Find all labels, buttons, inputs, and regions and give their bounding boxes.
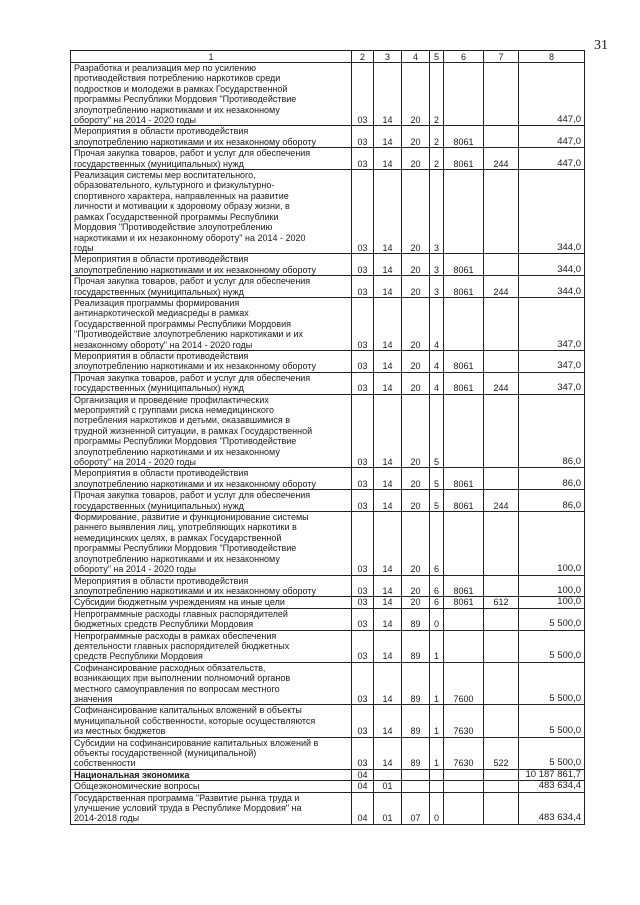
subsection-code-cell: 14 xyxy=(374,276,402,298)
subprogram-code-cell: 4 xyxy=(430,350,444,372)
subprogram-code-cell: 0 xyxy=(430,608,444,630)
section-code-cell: 03 xyxy=(352,575,374,597)
subsection-code-cell: 14 xyxy=(374,394,402,468)
program-code-cell: 20 xyxy=(402,170,430,254)
subsection-code-cell: 14 xyxy=(374,350,402,372)
direction-code-cell xyxy=(444,608,484,630)
program-code-cell: 20 xyxy=(402,372,430,394)
program-code-cell xyxy=(402,769,430,780)
section-code-cell: 03 xyxy=(352,276,374,298)
amount-cell: 447,0 xyxy=(519,126,585,148)
subprogram-code-cell: 3 xyxy=(430,170,444,254)
direction-code-cell xyxy=(444,394,484,468)
table-header xyxy=(71,51,585,63)
row-name-cell: Мероприятия в области противодействия злоупотреблению наркотиками и их незаконному обороту xyxy=(71,254,352,276)
program-code-cell: 20 xyxy=(402,148,430,170)
row-name-cell: Государственная программа "Развитие рынка труда и улучшение условий труда в Республике Мордовия" на 2014-2018 годы xyxy=(71,792,352,824)
direction-code-cell: 8061 xyxy=(444,148,484,170)
program-code-cell: 07 xyxy=(402,792,430,824)
expense-type-code-cell xyxy=(484,792,519,824)
amount-cell: 344,0 xyxy=(519,276,585,298)
subprogram-code-cell: 4 xyxy=(430,297,444,350)
section-code-cell: 03 xyxy=(352,737,374,769)
expense-type-code-cell xyxy=(484,662,519,705)
section-code-cell: 04 xyxy=(352,769,374,780)
row-name-cell: Непрограммные расходы главных распорядителей бюджетных средств Республики Мордовия xyxy=(71,608,352,630)
direction-code-cell: 8061 xyxy=(444,575,484,597)
amount-cell: 344,0 xyxy=(519,170,585,254)
direction-code-cell xyxy=(444,792,484,824)
amount-cell: 5 500,0 xyxy=(519,705,585,737)
direction-code-cell: 8061 xyxy=(444,126,484,148)
subsection-code-cell: 14 xyxy=(374,63,402,126)
row-name-cell: Мероприятия в области противодействия злоупотреблению наркотиками и их незаконному обороту xyxy=(71,468,352,490)
program-code-cell: 89 xyxy=(402,705,430,737)
subsection-code-cell: 14 xyxy=(374,630,402,662)
subprogram-code-cell: 6 xyxy=(430,512,444,575)
table-row xyxy=(71,372,585,394)
expense-type-code-cell xyxy=(484,126,519,148)
table-row xyxy=(71,737,585,769)
expense-type-code-cell: 244 xyxy=(484,490,519,512)
subprogram-code-cell: 1 xyxy=(430,630,444,662)
subprogram-code-cell: 2 xyxy=(430,126,444,148)
expense-type-code-cell xyxy=(484,769,519,780)
header-row xyxy=(71,51,585,63)
subsection-code-cell: 14 xyxy=(374,372,402,394)
program-code-cell: 20 xyxy=(402,350,430,372)
col-header-4: 4 xyxy=(402,51,430,63)
amount-cell: 483 634,4 xyxy=(519,781,585,792)
expense-type-code-cell xyxy=(484,468,519,490)
expense-type-code-cell xyxy=(484,297,519,350)
col-header-1: 1 xyxy=(71,51,352,63)
col-header-3: 3 xyxy=(374,51,402,63)
program-code-cell: 20 xyxy=(402,512,430,575)
subsection-code-cell: 14 xyxy=(374,126,402,148)
section-code-cell: 03 xyxy=(352,372,374,394)
direction-code-cell: 8061 xyxy=(444,597,484,608)
table-row xyxy=(71,297,585,350)
subsection-code-cell: 14 xyxy=(374,468,402,490)
direction-code-cell xyxy=(444,170,484,254)
row-name-cell: Разработка и реализация мер по усилению противодействия потреблению наркотиков среди подростков и молодежи в рамках Государственной программы Республики Мордовия "Противодействие злоупотреблению наркотиками и их незаконному обороту" на 2014 - 2020 годы xyxy=(71,63,352,126)
row-name-cell: Реализация системы мер воспитательного, образовательного, культурного и физкультурно- спортивного характера, направленных на развитие личности и мотивации к здоровому образу жизни, в рамках Государственной программы Республики Мордовия "Противодействие злоупотреблению наркотиками и их незаконному обороту" на 2014 - 2020 годы xyxy=(71,170,352,254)
subprogram-code-cell: 5 xyxy=(430,394,444,468)
expense-type-code-cell: 244 xyxy=(484,148,519,170)
row-name-cell: Прочая закупка товаров, работ и услуг для обеспечения государственных (муниципальных) нужд xyxy=(71,148,352,170)
program-code-cell xyxy=(402,781,430,792)
program-code-cell: 20 xyxy=(402,468,430,490)
table-row xyxy=(71,769,585,780)
amount-cell: 86,0 xyxy=(519,468,585,490)
row-name-cell: Организация и проведение профилактических мероприятий с группами риска немедицинского потребления наркотиков и детьми, оказавшимися в трудной жизненной ситуации, в рамках Государственной программы Республики Мордовия "Противодействие злоупотреблению наркотиками и их незаконному обороту" на 2014 - 2020 годы xyxy=(71,394,352,468)
direction-code-cell xyxy=(444,781,484,792)
direction-code-cell xyxy=(444,769,484,780)
subprogram-code-cell xyxy=(430,781,444,792)
program-code-cell: 89 xyxy=(402,608,430,630)
row-name-cell: Прочая закупка товаров, работ и услуг для обеспечения государственных (муниципальных) нужд xyxy=(71,490,352,512)
subsection-code-cell: 01 xyxy=(374,781,402,792)
program-code-cell: 89 xyxy=(402,662,430,705)
amount-cell: 5 500,0 xyxy=(519,662,585,705)
section-code-cell: 03 xyxy=(352,597,374,608)
subsection-code-cell: 14 xyxy=(374,170,402,254)
program-code-cell: 89 xyxy=(402,630,430,662)
amount-cell: 10 187 861,7 xyxy=(519,769,585,780)
subprogram-code-cell xyxy=(430,769,444,780)
expense-type-code-cell: 612 xyxy=(484,597,519,608)
amount-cell: 5 500,0 xyxy=(519,608,585,630)
subsection-code-cell: 14 xyxy=(374,705,402,737)
subprogram-code-cell: 3 xyxy=(430,276,444,298)
direction-code-cell: 8061 xyxy=(444,350,484,372)
section-code-cell: 03 xyxy=(352,468,374,490)
expense-type-code-cell xyxy=(484,575,519,597)
amount-cell: 344,0 xyxy=(519,254,585,276)
subprogram-code-cell: 4 xyxy=(430,372,444,394)
section-code-cell: 03 xyxy=(352,148,374,170)
row-name-cell: Субсидии бюджетным учреждениям на иные цели xyxy=(71,597,352,608)
expense-type-code-cell xyxy=(484,254,519,276)
amount-cell: 86,0 xyxy=(519,490,585,512)
table-body xyxy=(71,63,585,825)
amount-cell: 5 500,0 xyxy=(519,737,585,769)
amount-cell: 5 500,0 xyxy=(519,630,585,662)
section-code-cell: 04 xyxy=(352,792,374,824)
program-code-cell: 20 xyxy=(402,597,430,608)
subsection-code-cell: 01 xyxy=(374,792,402,824)
col-header-8: 8 xyxy=(519,51,585,63)
subprogram-code-cell: 5 xyxy=(430,468,444,490)
subprogram-code-cell: 1 xyxy=(430,705,444,737)
subprogram-code-cell: 1 xyxy=(430,662,444,705)
subprogram-code-cell: 3 xyxy=(430,254,444,276)
subprogram-code-cell: 1 xyxy=(430,737,444,769)
program-code-cell: 20 xyxy=(402,126,430,148)
expense-type-code-cell xyxy=(484,512,519,575)
table-row xyxy=(71,468,585,490)
subprogram-code-cell: 5 xyxy=(430,490,444,512)
program-code-cell: 20 xyxy=(402,254,430,276)
table-row xyxy=(71,394,585,468)
row-name-cell: Софинансирование расходных обязательств, возникающих при выполнении полномочий органов местного самоуправления по вопросам местного значения xyxy=(71,662,352,705)
subsection-code-cell: 14 xyxy=(374,737,402,769)
col-header-2: 2 xyxy=(352,51,374,63)
expense-type-code-cell xyxy=(484,705,519,737)
section-code-cell: 03 xyxy=(352,662,374,705)
expense-type-code-cell xyxy=(484,350,519,372)
row-name-cell: Непрограммные расходы в рамках обеспечения деятельности главных распорядителей бюджетных средств Республики Мордовия xyxy=(71,630,352,662)
subprogram-code-cell: 6 xyxy=(430,597,444,608)
table-row xyxy=(71,170,585,254)
direction-code-cell: 8061 xyxy=(444,490,484,512)
expense-type-code-cell xyxy=(484,170,519,254)
table-row xyxy=(71,490,585,512)
direction-code-cell xyxy=(444,297,484,350)
subsection-code-cell: 14 xyxy=(374,597,402,608)
subsection-code-cell: 14 xyxy=(374,608,402,630)
col-header-6: 6 xyxy=(444,51,484,63)
section-code-cell: 03 xyxy=(352,63,374,126)
subprogram-code-cell: 2 xyxy=(430,63,444,126)
expense-type-code-cell: 522 xyxy=(484,737,519,769)
direction-code-cell: 8061 xyxy=(444,372,484,394)
amount-cell: 447,0 xyxy=(519,63,585,126)
amount-cell: 347,0 xyxy=(519,350,585,372)
section-code-cell: 03 xyxy=(352,297,374,350)
subsection-code-cell: 14 xyxy=(374,297,402,350)
subsection-code-cell: 14 xyxy=(374,575,402,597)
direction-code-cell: 7600 xyxy=(444,662,484,705)
table-row xyxy=(71,792,585,824)
table-row xyxy=(71,512,585,575)
section-code-cell: 03 xyxy=(352,705,374,737)
expense-type-code-cell xyxy=(484,781,519,792)
page-number: 31 xyxy=(594,38,608,53)
section-code-cell: 03 xyxy=(352,608,374,630)
table-row xyxy=(71,608,585,630)
expense-type-code-cell xyxy=(484,608,519,630)
program-code-cell: 89 xyxy=(402,737,430,769)
amount-cell: 100,0 xyxy=(519,512,585,575)
section-code-cell: 03 xyxy=(352,170,374,254)
section-code-cell: 03 xyxy=(352,394,374,468)
direction-code-cell: 8061 xyxy=(444,254,484,276)
direction-code-cell xyxy=(444,630,484,662)
program-code-cell: 20 xyxy=(402,575,430,597)
row-name-cell: Мероприятия в области противодействия злоупотреблению наркотиками и их незаконному обороту xyxy=(71,350,352,372)
program-code-cell: 20 xyxy=(402,276,430,298)
section-code-cell: 03 xyxy=(352,490,374,512)
direction-code-cell: 7630 xyxy=(444,705,484,737)
direction-code-cell: 7630 xyxy=(444,737,484,769)
row-name-cell: Общеэкономические вопросы xyxy=(71,781,352,792)
row-name-cell: Прочая закупка товаров, работ и услуг для обеспечения государственных (муниципальных) нужд xyxy=(71,276,352,298)
amount-cell: 447,0 xyxy=(519,148,585,170)
program-code-cell: 20 xyxy=(402,63,430,126)
amount-cell: 347,0 xyxy=(519,372,585,394)
table-row xyxy=(71,350,585,372)
expense-type-code-cell xyxy=(484,394,519,468)
amount-cell: 86,0 xyxy=(519,394,585,468)
row-name-cell: Прочая закупка товаров, работ и услуг для обеспечения государственных (муниципальных) нужд xyxy=(71,372,352,394)
table-row xyxy=(71,148,585,170)
expense-type-code-cell: 244 xyxy=(484,276,519,298)
table-row xyxy=(71,254,585,276)
section-code-cell: 03 xyxy=(352,630,374,662)
row-name-cell: Реализация программы формирования антинаркотической медиасреды в рамках Государственной программы Республики Мордовия "Противодействие злоупотреблению наркотиками и их незаконному обороту" на 2014 - 2020 годы xyxy=(71,297,352,350)
subsection-code-cell: 14 xyxy=(374,254,402,276)
table-row xyxy=(71,276,585,298)
expense-type-code-cell xyxy=(484,63,519,126)
table-row xyxy=(71,630,585,662)
row-name-cell: Субсидии на софинансирование капитальных вложений в объекты государственной (муниципальной) собственности xyxy=(71,737,352,769)
program-code-cell: 20 xyxy=(402,394,430,468)
table-row xyxy=(71,63,585,126)
subsection-code-cell xyxy=(374,769,402,780)
section-code-cell: 03 xyxy=(352,350,374,372)
program-code-cell: 20 xyxy=(402,297,430,350)
subprogram-code-cell: 0 xyxy=(430,792,444,824)
subsection-code-cell: 14 xyxy=(374,662,402,705)
section-code-cell: 03 xyxy=(352,512,374,575)
amount-cell: 100,0 xyxy=(519,575,585,597)
subprogram-code-cell: 6 xyxy=(430,575,444,597)
expense-type-code-cell: 244 xyxy=(484,372,519,394)
row-name-cell: Мероприятия в области противодействия злоупотреблению наркотиками и их незаконному обороту xyxy=(71,575,352,597)
table-row xyxy=(71,597,585,608)
row-name-cell: Национальная экономика xyxy=(71,769,352,780)
direction-code-cell: 8061 xyxy=(444,276,484,298)
subprogram-code-cell: 2 xyxy=(430,148,444,170)
section-code-cell: 03 xyxy=(352,254,374,276)
row-name-cell: Мероприятия в области противодействия злоупотреблению наркотиками и их незаконному обороту xyxy=(71,126,352,148)
amount-cell: 100,0 xyxy=(519,597,585,608)
direction-code-cell xyxy=(444,512,484,575)
amount-cell: 347,0 xyxy=(519,297,585,350)
col-header-5: 5 xyxy=(430,51,444,63)
budget-table xyxy=(70,50,585,825)
row-name-cell: Формирование, развитие и функционирование системы раннего выявления лиц, употребляющих наркотики в немедицинских целях, в рамках Государственной программы Республики Мордовия "Противодействие злоупотреблению наркотиками и их незаконному обороту" на 2014 - 2020 годы xyxy=(71,512,352,575)
col-header-7: 7 xyxy=(484,51,519,63)
amount-cell: 483 634,4 xyxy=(519,792,585,824)
row-name-cell: Софинансирование капитальных вложений в объекты муниципальной собственности, которые осуществляются из местных бюджетов xyxy=(71,705,352,737)
subsection-code-cell: 14 xyxy=(374,148,402,170)
table-row xyxy=(71,705,585,737)
expense-type-code-cell xyxy=(484,630,519,662)
direction-code-cell xyxy=(444,63,484,126)
subsection-code-cell: 14 xyxy=(374,490,402,512)
table-row xyxy=(71,126,585,148)
direction-code-cell: 8061 xyxy=(444,468,484,490)
table-row xyxy=(71,662,585,705)
section-code-cell: 04 xyxy=(352,781,374,792)
subsection-code-cell: 14 xyxy=(374,512,402,575)
table-row xyxy=(71,575,585,597)
table-row xyxy=(71,781,585,792)
program-code-cell: 20 xyxy=(402,490,430,512)
section-code-cell: 03 xyxy=(352,126,374,148)
